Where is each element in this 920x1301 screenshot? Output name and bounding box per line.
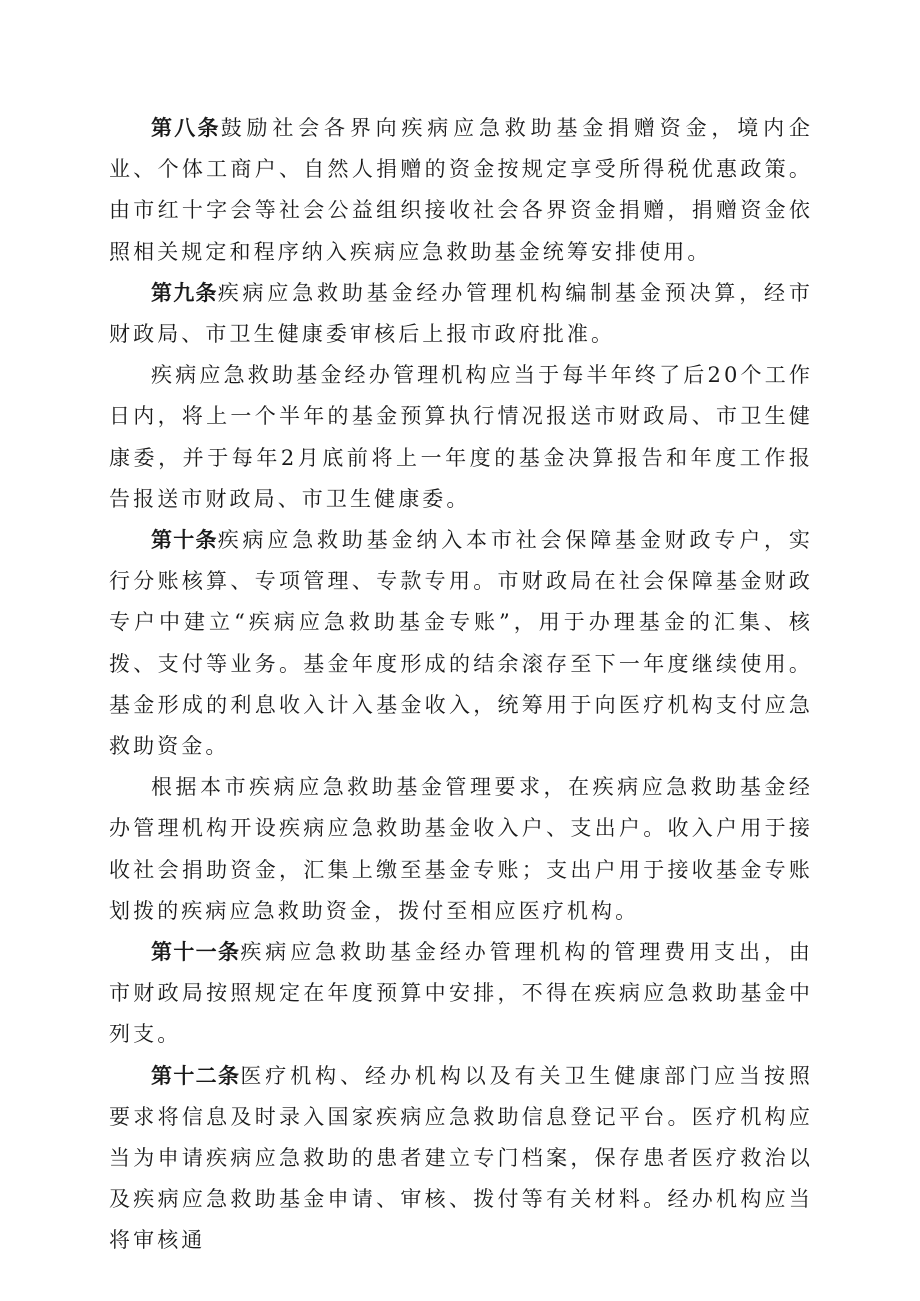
paragraph-article-12 [109,1056,813,1262]
paragraph-article-9 [109,273,813,355]
paragraph-text: 医疗机构、经办机构以及有关卫生健康部门应当按照要求将信息及时录入国家疾病应急救助信息登记平台。医疗机构应当为申请疾病应急救助的患者建立专门档案，保存患者医疗救治以及疾病应急救助基金申请、审核、拨付等有关材料。经办机构应当将审核通 [109,1063,813,1253]
article-heading: 第十一条 [151,940,241,965]
paragraph-article-10-continued [109,767,813,932]
document-body [109,108,813,1262]
article-heading: 第九条 [151,280,218,305]
article-heading: 第十二条 [151,1063,241,1088]
paragraph-article-9-continued [109,355,813,520]
paragraph-article-11 [109,932,813,1056]
paragraph-article-8 [109,108,813,273]
article-heading: 第十条 [151,528,218,553]
paragraph-text: 鼓励社会各界向疾病应急救助基金捐赠资金，境内企业、个体工商户、自然人捐赠的资金按规定享受所得税优惠政策。由市红十字会等社会公益组织接收社会各界资金捐赠，捐赠资金依照相关规定和程序纳入疾病应急救助基金统筹安排使用。 [109,116,813,264]
paragraph-article-10 [109,520,813,767]
article-heading: 第八条 [151,116,221,140]
paragraph-text: 疾病应急救助基金经办管理机构应当于每半年终了后20个工作日内，将上一个半年的基金预算执行情况报送市财政局、市卫生健康委，并于每年2月底前将上一年度的基金决算报告和年度工作报告报送市财政局、市卫生健康委。 [109,363,813,511]
paragraph-text: 疾病应急救助基金经办管理机构编制基金预决算，经市财政局、市卫生健康委审核后上报市政府批准。 [109,280,813,347]
paragraph-text: 根据本市疾病应急救助基金管理要求，在疾病应急救助基金经办管理机构开设疾病应急救助基金收入户、支出户。收入户用于接收社会捐助资金，汇集上缴至基金专账；支出户用于接收基金专账划拨的疾病应急救助资金，拨付至相应医疗机构。 [109,775,813,923]
paragraph-text: 疾病应急救助基金经办管理机构的管理费用支出，由市财政局按照规定在年度预算中安排，不得在疾病应急救助基金中列支。 [109,940,813,1047]
paragraph-text: 疾病应急救助基金纳入本市社会保障基金财政专户，实行分账核算、专项管理、专款专用。市财政局在社会保障基金财政专户中建立“疾病应急救助基金专账”，用于办理基金的汇集、核拨、支付等业务。基金年度形成的结余滚存至下一年度继续使用。基金形成的利息收入计入基金收入，统筹用于向医疗机构支付应急救助资金。 [109,528,813,759]
